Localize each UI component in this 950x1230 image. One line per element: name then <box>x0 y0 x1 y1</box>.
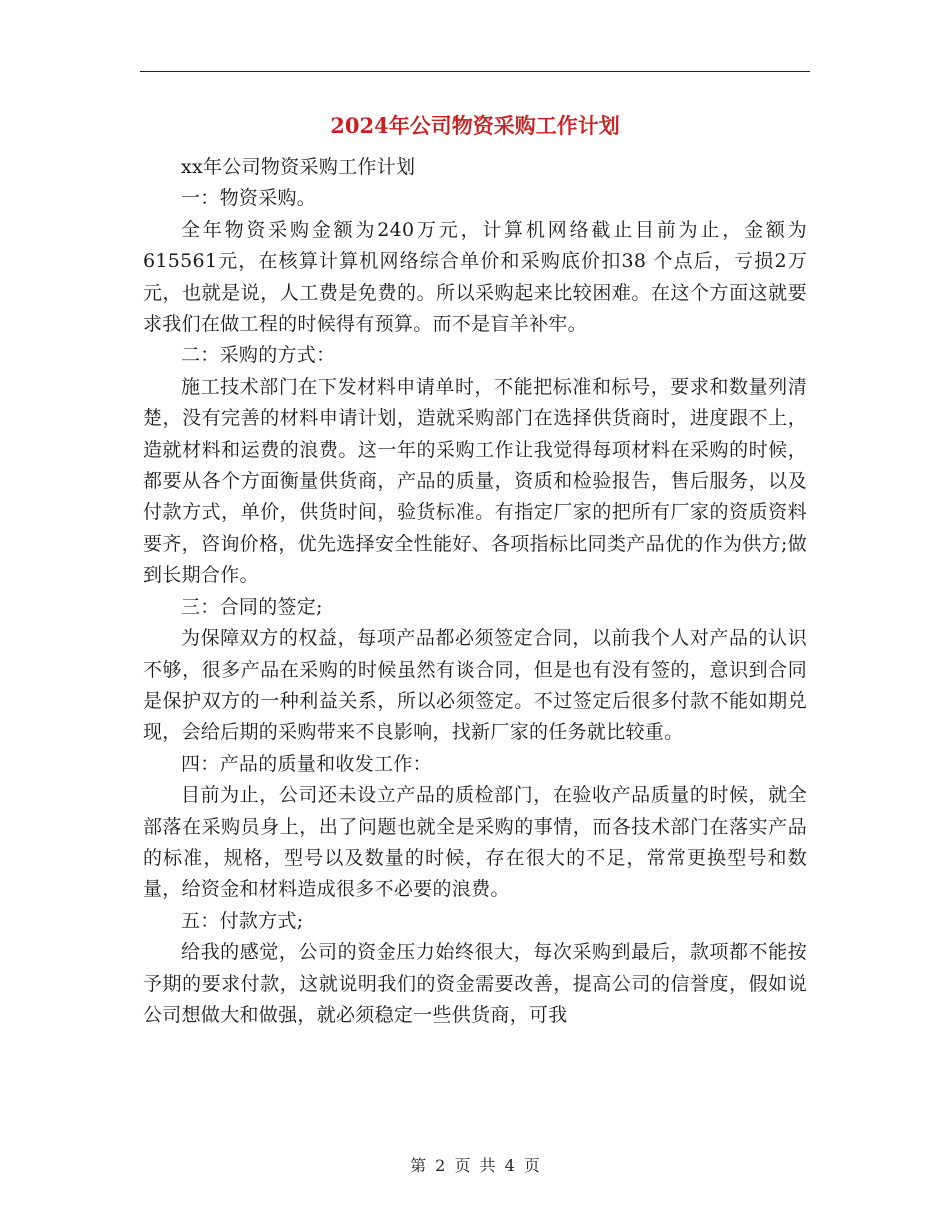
header-rule <box>140 71 810 72</box>
section-heading: 三：合同的签定; <box>181 595 323 618</box>
document-body <box>143 152 807 1031</box>
section-heading: 一：物资采购。 <box>181 187 317 210</box>
section-heading: 二：采购的方式： <box>181 344 336 367</box>
paragraph: 为保障双方的权益，每项产品都必须签定合同，以前我个人对产品的认识不够，很多产品在采购的时候虽然有谈合同，但是也有没有签的，意识到合同是保护双方的一种利益关系，所以必须签定。不过签定后很多付款不能如期兑现，会给后期的采购带来不良影响，找新厂家的任务就比较重。 <box>143 627 807 744</box>
paragraph: 给我的感觉，公司的资金压力始终很大，每次采购到最后，款项都不能按予期的要求付款，这就说明我们的资金需要改善，提高公司的信誉度，假如说公司想做大和做强，就必须稳定一些供货商，可我 <box>143 941 807 1026</box>
paragraph: xx年公司物资采购工作计划 <box>181 156 416 178</box>
section-heading: 四：产品的质量和收发工作： <box>181 752 432 775</box>
section-heading: 五：付款方式; <box>181 909 304 932</box>
paragraph: 施工技术部门在下发材料申请单时，不能把标准和标号，要求和数量列清楚，没有完善的材料申请计划，造就采购部门在选择供货商时，进度跟不上，造就材料和运费的浪费。这一年的采购工作让我觉得每项材料在采购的时候，都要从各个方面衡量供货商，产品的质量，资质和检验报告，售后服务，以及付款方式，单价，供货时间，验货标准。有指定厂家的把所有厂家的资质资料要齐，咨询价格，优先选择安全性能好、各项指标比同类产品优的作为供方;做到长期合作。 <box>143 375 807 587</box>
paragraph: 全年物资采购金额为240万元，计算机网络截止目前为止，金额为615561元，在核算计算机网络综合单价和采购底价扣38 个点后，亏损2万元，也就是说，人工费是免费的。所以采购起来比较困难。在这个方面这就要求我们在做工程的时候得有预算。而不是盲羊补牢。 <box>143 218 807 336</box>
paragraph: 目前为止，公司还未设立产品的质检部门，在验收产品质量的时候，就全部落在采购员身上，出了问题也就全是采购的事情，而各技术部门在落实产品的标准，规格，型号以及数量的时候，存在很大的不足，常常更换型号和数量，给资金和材料造成很多不必要的浪费。 <box>143 784 807 901</box>
page-number-footer: 第 2 页 共 4 页 <box>410 1156 540 1175</box>
document-title: 2024年公司物资采购工作计划 <box>330 113 620 138</box>
